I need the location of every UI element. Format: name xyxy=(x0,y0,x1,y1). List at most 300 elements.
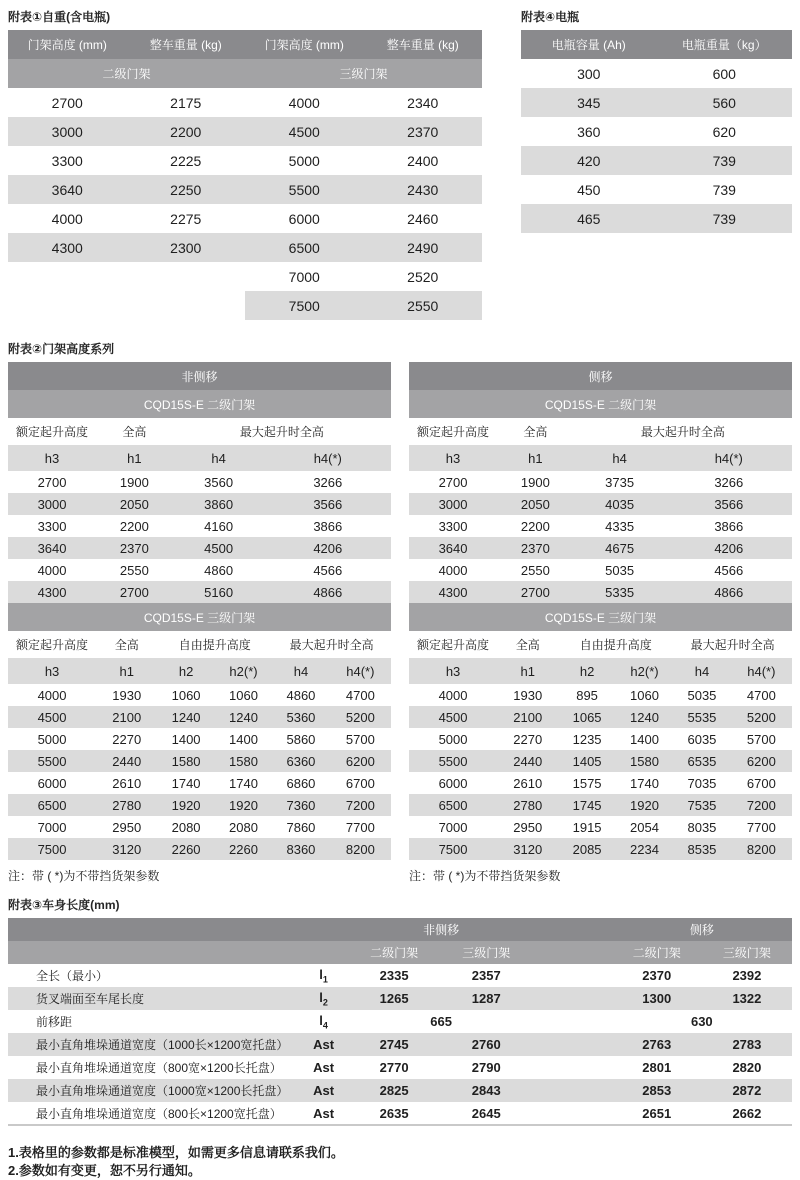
cell: 6000 xyxy=(438,775,468,791)
table-row xyxy=(521,204,792,233)
symbol-text: l xyxy=(319,966,323,982)
band-two-stage: CQD15S-E 二级门架 xyxy=(8,390,391,418)
symbol-cell xyxy=(298,1033,349,1056)
table1-title: 附表①自重(含电瓶) xyxy=(8,10,111,24)
cell: 739 xyxy=(712,181,736,198)
cell: 2080 xyxy=(171,819,201,835)
cell: 7000 xyxy=(37,819,67,835)
cell: 5500 xyxy=(245,175,364,204)
cell: 1322 xyxy=(702,987,792,1010)
spacer-cell xyxy=(533,964,611,987)
table4-title: 附表④电瓶 xyxy=(521,10,580,24)
table-row xyxy=(409,684,792,706)
table-row xyxy=(409,772,792,794)
cell: 600 xyxy=(712,65,736,82)
cell: 7360 xyxy=(272,794,329,816)
cell: 7700 xyxy=(345,819,375,835)
col-header: 三级门架 xyxy=(702,941,792,964)
col-label: 最大起升时全高 xyxy=(574,418,792,445)
cell: 2790 xyxy=(471,1060,501,1075)
band-three-stage: CQD15S-E 三级门架 xyxy=(409,603,792,631)
cell: 630 xyxy=(690,1014,713,1029)
table1-self-weight xyxy=(8,30,482,320)
cell: 4300 xyxy=(8,233,127,262)
cell: 2872 xyxy=(702,1079,792,1102)
cell: 5360 xyxy=(272,706,329,728)
table4-body xyxy=(521,59,792,233)
cell: 1920 xyxy=(157,794,214,816)
cell: 1580 xyxy=(215,750,272,772)
col-header: 整车重量 (kg) xyxy=(127,30,246,59)
cell: 1060 xyxy=(630,687,659,703)
group-header: 侧移 xyxy=(612,918,792,941)
cell: 4700 xyxy=(345,687,375,703)
table-row xyxy=(8,515,391,537)
band-three-stage: CQD15S-E 三级门架 xyxy=(8,603,391,631)
cell: 2275 xyxy=(170,210,202,227)
table-row xyxy=(8,537,391,559)
cell: 4500 xyxy=(409,706,497,728)
cell: 2783 xyxy=(702,1033,792,1056)
cell: 4860 xyxy=(286,687,316,703)
table-row xyxy=(8,204,482,233)
table-row xyxy=(521,59,792,88)
cell: 1930 xyxy=(112,687,142,703)
cell: 2300 xyxy=(127,233,246,262)
symbol-text: Ast xyxy=(313,1037,335,1052)
cell: 2610 xyxy=(513,775,543,791)
cell: 2745 xyxy=(349,1033,439,1056)
col-label: 最大起升时全高 xyxy=(272,631,391,658)
spacer-cell xyxy=(8,918,349,941)
cell: 2175 xyxy=(170,94,202,111)
code: h3 xyxy=(409,658,497,684)
cell: 2370 xyxy=(364,117,483,146)
group-header: 二级门架 xyxy=(8,59,245,88)
table1-group-row xyxy=(8,59,482,88)
cell: 6535 xyxy=(673,750,730,772)
cell: 2200 xyxy=(127,117,246,146)
mast-table-sideshift xyxy=(409,362,792,884)
cell xyxy=(127,262,246,291)
cell: 1580 xyxy=(616,750,673,772)
code: h4 xyxy=(272,658,329,684)
table-row xyxy=(8,964,792,987)
table-row xyxy=(8,684,391,706)
cell: 420 xyxy=(521,146,657,175)
cell: 2610 xyxy=(112,775,142,791)
code-row xyxy=(409,445,792,471)
forklift-spec-sheet xyxy=(8,8,792,1180)
symbol-subscript: 1 xyxy=(322,974,328,985)
cell: 5700 xyxy=(746,731,776,747)
cell: 4300 xyxy=(8,581,96,603)
group-header: 三级门架 xyxy=(245,59,482,88)
col-header: 二级门架 xyxy=(612,941,702,964)
cell: 2700 xyxy=(51,94,83,111)
mast-tables-row xyxy=(8,362,792,884)
table-row xyxy=(409,493,792,515)
cell: 6700 xyxy=(746,775,776,791)
cell: 7000 xyxy=(288,268,320,285)
cell: 1405 xyxy=(558,750,615,772)
cell: 1065 xyxy=(558,706,615,728)
cell: 5335 xyxy=(574,581,666,603)
cell: 6200 xyxy=(330,750,391,772)
cell: 2200 xyxy=(119,518,149,534)
table-row xyxy=(409,794,792,816)
cell: 5000 xyxy=(37,731,67,747)
cell: 3300 xyxy=(438,518,468,534)
col-label: 自由提升高度 xyxy=(558,631,673,658)
col-label: 额定起升高度 xyxy=(409,631,497,658)
cell: 2085 xyxy=(558,838,615,860)
cell: 7200 xyxy=(330,794,391,816)
cell: 7035 xyxy=(687,775,717,791)
col-header: 门架高度 (mm) xyxy=(245,30,364,59)
cell: 1745 xyxy=(558,794,615,816)
table3-subheader-row xyxy=(8,941,792,964)
cell: 3120 xyxy=(497,838,558,860)
cell: 8200 xyxy=(330,838,391,860)
cell: 2357 xyxy=(471,968,501,983)
group-header: 非侧移 xyxy=(349,918,533,941)
cell: 895 xyxy=(576,687,598,703)
table3-body-length xyxy=(8,918,792,1126)
code: h3 xyxy=(409,445,497,471)
col-label: 全高 xyxy=(96,418,173,445)
cell: 1920 xyxy=(215,794,272,816)
cell: 7860 xyxy=(286,819,316,835)
code: h4(*) xyxy=(666,445,792,471)
cell: 2400 xyxy=(407,152,439,169)
cell: 5035 xyxy=(687,687,717,703)
table-row xyxy=(409,515,792,537)
cell: 2662 xyxy=(732,1105,762,1121)
cell: 4866 xyxy=(265,581,391,603)
cell: 665 xyxy=(430,1014,452,1029)
table-row xyxy=(521,146,792,175)
symbol-text: l xyxy=(319,1012,323,1028)
spacer-cell xyxy=(533,1010,611,1033)
spacer-cell xyxy=(533,1056,611,1079)
table-row xyxy=(8,175,482,204)
cell: 2700 xyxy=(96,581,173,603)
col-header: 电瓶容量 (Ah) xyxy=(521,30,657,59)
two-stage-table xyxy=(8,418,391,603)
cell: 4035 xyxy=(574,493,666,515)
cell: 5700 xyxy=(345,731,375,747)
cell: 4675 xyxy=(574,537,666,559)
footnote: 注：带 ( *)为不带挡货架参数 xyxy=(8,869,160,883)
param-label: 货叉端面至车尾长度 xyxy=(8,987,298,1010)
cell: 1900 xyxy=(520,474,550,490)
symbol-subscript: 4 xyxy=(322,1020,328,1031)
cell: 1400 xyxy=(171,731,201,747)
table3-section xyxy=(8,896,792,1126)
cell: 1060 xyxy=(229,687,258,703)
col-label: 额定起升高度 xyxy=(409,418,497,445)
cell: 2520 xyxy=(407,268,439,285)
cell: 620 xyxy=(712,123,736,140)
cell: 2335 xyxy=(379,968,409,983)
table-row xyxy=(409,838,792,860)
column-label-row xyxy=(409,418,792,445)
col-label: 全高 xyxy=(497,631,558,658)
cell: 2270 xyxy=(513,731,543,747)
top-row xyxy=(8,8,792,320)
cell: 360 xyxy=(577,123,601,140)
cell: 5160 xyxy=(173,581,265,603)
cell: 4566 xyxy=(313,562,343,578)
table-row xyxy=(8,233,482,262)
table-row xyxy=(8,772,391,794)
cell: 2950 xyxy=(513,819,543,835)
code: h3 xyxy=(8,445,96,471)
cell: 2825 xyxy=(349,1079,439,1102)
three-stage-body xyxy=(8,684,391,860)
cell xyxy=(8,262,127,291)
cell: 3000 xyxy=(8,117,127,146)
table-row xyxy=(409,750,792,772)
cell: 4700 xyxy=(746,687,776,703)
code: h1 xyxy=(96,658,157,684)
cell: 4206 xyxy=(265,537,391,559)
cell: 2440 xyxy=(497,750,558,772)
table2-section xyxy=(8,340,792,884)
table-row xyxy=(8,750,391,772)
code: h1 xyxy=(497,445,574,471)
cell: 2550 xyxy=(520,562,550,578)
cell: 7535 xyxy=(673,794,730,816)
code: h4(*) xyxy=(731,658,792,684)
symbol-text: Ast xyxy=(313,1105,335,1121)
cell: 2050 xyxy=(497,493,574,515)
table3-title: 附表③车身长度(mm) xyxy=(8,898,120,912)
cell: 3640 xyxy=(409,537,497,559)
cell: 6000 xyxy=(37,775,67,791)
two-stage-body xyxy=(8,471,391,603)
cell: 2700 xyxy=(438,474,468,490)
symbol-cell xyxy=(298,1056,349,1079)
param-label: 最小直角堆垛通道宽度（800宽×1200长托盘） xyxy=(36,1061,282,1075)
cell: 5200 xyxy=(731,706,792,728)
cell: 2440 xyxy=(96,750,157,772)
band-non-sideshift: 非侧移 xyxy=(8,362,391,390)
table-row xyxy=(409,816,792,838)
code: h1 xyxy=(96,445,173,471)
cell: 4000 xyxy=(51,210,83,227)
cell: 3566 xyxy=(265,493,391,515)
three-stage-table xyxy=(409,631,792,860)
spacer-cell xyxy=(8,941,349,964)
cell: 3120 xyxy=(96,838,157,860)
cell: 2100 xyxy=(497,706,558,728)
col-header: 三级门架 xyxy=(439,941,533,964)
table1-header-row xyxy=(8,30,482,59)
cell: 2780 xyxy=(497,794,558,816)
table-row xyxy=(8,88,482,117)
cell: 3560 xyxy=(204,474,234,490)
cell: 2340 xyxy=(407,94,439,111)
table3-body xyxy=(8,964,792,1125)
table4-section xyxy=(521,8,792,233)
code: h2 xyxy=(157,658,214,684)
cell: 8535 xyxy=(673,838,730,860)
cell: 5500 xyxy=(409,750,497,772)
table-row xyxy=(8,1102,792,1125)
col-label: 全高 xyxy=(497,418,574,445)
cell: 2080 xyxy=(229,819,258,835)
mast-table-non-sideshift xyxy=(8,362,391,884)
cell: 1575 xyxy=(572,775,602,791)
table-row xyxy=(521,117,792,146)
cell: 3866 xyxy=(714,518,744,534)
two-stage-table xyxy=(409,418,792,603)
footer-note-1: 1.表格里的参数都是标准模型，如需更多信息请联系我们。 xyxy=(8,1145,344,1160)
cell: 2100 xyxy=(96,706,157,728)
param-label: 最小直角堆垛通道宽度（1000长×1200宽托盘） xyxy=(8,1033,298,1056)
cell: 5035 xyxy=(605,562,635,578)
cell: 2770 xyxy=(379,1060,409,1075)
col-header: 电瓶重量（kg） xyxy=(657,30,793,59)
cell: 2820 xyxy=(732,1060,762,1075)
table-row xyxy=(409,706,792,728)
cell: 2700 xyxy=(37,474,67,490)
cell: 2260 xyxy=(215,838,272,860)
cell: 4000 xyxy=(288,94,320,111)
cell: 6500 xyxy=(8,794,96,816)
cell: 5535 xyxy=(673,706,730,728)
symbol-cell xyxy=(298,1079,349,1102)
code: h4 xyxy=(673,658,730,684)
table1-body xyxy=(8,88,482,320)
symbol-cell xyxy=(298,964,349,987)
cell: 6200 xyxy=(731,750,792,772)
cell: 2760 xyxy=(439,1033,533,1056)
spacer-cell xyxy=(533,1102,611,1125)
two-stage-body xyxy=(409,471,792,603)
spacer-cell xyxy=(533,1079,611,1102)
table-row xyxy=(409,728,792,750)
cell: 2843 xyxy=(439,1079,533,1102)
code-row xyxy=(409,658,792,684)
cell: 2370 xyxy=(497,537,574,559)
cell: 6500 xyxy=(409,794,497,816)
table2-title: 附表②门架高度系列 xyxy=(8,342,115,356)
table1-section xyxy=(8,8,482,320)
cell: 4866 xyxy=(666,581,792,603)
footnote: 注：带 ( *)为不带挡货架参数 xyxy=(409,869,561,883)
param-label: 最小直角堆垛通道宽度（800长×1200宽托盘） xyxy=(36,1106,282,1121)
cell: 1060 xyxy=(171,687,201,703)
cell: 2700 xyxy=(497,581,574,603)
cell: 2370 xyxy=(642,968,672,983)
table-row xyxy=(8,1079,792,1102)
spacer-cell xyxy=(533,918,611,941)
table-row xyxy=(8,1056,792,1079)
cell: 6360 xyxy=(272,750,329,772)
code: h4 xyxy=(173,445,265,471)
cell: 1740 xyxy=(171,775,201,791)
cell: 4500 xyxy=(8,706,96,728)
table-row xyxy=(8,728,391,750)
footer-note-2: 2.参数如有变更，恕不另行通知。 xyxy=(8,1163,201,1179)
cell: 2950 xyxy=(112,819,142,835)
cell: 1240 xyxy=(157,706,214,728)
cell: 3735 xyxy=(605,474,635,490)
table-row xyxy=(8,706,391,728)
col-label: 自由提升高度 xyxy=(157,631,272,658)
table-row xyxy=(8,117,482,146)
table-row xyxy=(8,987,792,1010)
cell: 2460 xyxy=(407,210,439,227)
symbol-cell xyxy=(298,1102,349,1125)
cell: 1580 xyxy=(157,750,214,772)
cell: 4000 xyxy=(438,562,468,578)
three-stage-body xyxy=(409,684,792,860)
cell: 4000 xyxy=(37,562,67,578)
cell: 3266 xyxy=(313,474,343,490)
table-row xyxy=(8,816,391,838)
cell: 3640 xyxy=(8,175,127,204)
cell: 4000 xyxy=(37,687,67,703)
cell: 6000 xyxy=(288,210,320,227)
cell: 2392 xyxy=(732,968,762,983)
col-label: 最大起升时全高 xyxy=(173,418,391,445)
symbol-text: l xyxy=(319,989,323,1005)
cell: 2430 xyxy=(364,175,483,204)
cell: 2370 xyxy=(96,537,173,559)
col-label: 全高 xyxy=(96,631,157,658)
cell: 2250 xyxy=(127,175,246,204)
spacer-cell xyxy=(533,941,611,964)
spacer-cell xyxy=(533,987,611,1010)
cell: 1300 xyxy=(612,987,702,1010)
cell: 1400 xyxy=(630,731,659,747)
cell: 4206 xyxy=(666,537,792,559)
cell: 3000 xyxy=(409,493,497,515)
cell: 8035 xyxy=(687,819,717,835)
cell: 3300 xyxy=(51,152,83,169)
cell: 1740 xyxy=(229,775,258,791)
code: h2(*) xyxy=(616,658,673,684)
column-label-row xyxy=(409,631,792,658)
cell: 4500 xyxy=(173,537,265,559)
cell: 3860 xyxy=(173,493,265,515)
cell: 1930 xyxy=(513,687,543,703)
cell: 739 xyxy=(657,146,793,175)
code: h3 xyxy=(8,658,96,684)
code: h4(*) xyxy=(265,445,391,471)
cell: 4000 xyxy=(438,687,468,703)
cell: 2225 xyxy=(170,152,202,169)
param-label: 最小直角堆垛通道宽度（1000宽×1200长托盘） xyxy=(8,1079,298,1102)
cell: 1400 xyxy=(229,731,258,747)
symbol-text: Ast xyxy=(313,1083,335,1098)
cell: 6700 xyxy=(345,775,375,791)
cell xyxy=(8,291,127,320)
symbol-cell xyxy=(298,1010,349,1033)
cell: 2054 xyxy=(630,819,659,835)
cell: 3000 xyxy=(8,493,96,515)
cell: 7500 xyxy=(8,838,96,860)
table4-header-row xyxy=(521,30,792,59)
cell: 5000 xyxy=(288,152,320,169)
table-row xyxy=(8,291,482,320)
code-row xyxy=(8,445,391,471)
cell: 3300 xyxy=(37,518,67,534)
